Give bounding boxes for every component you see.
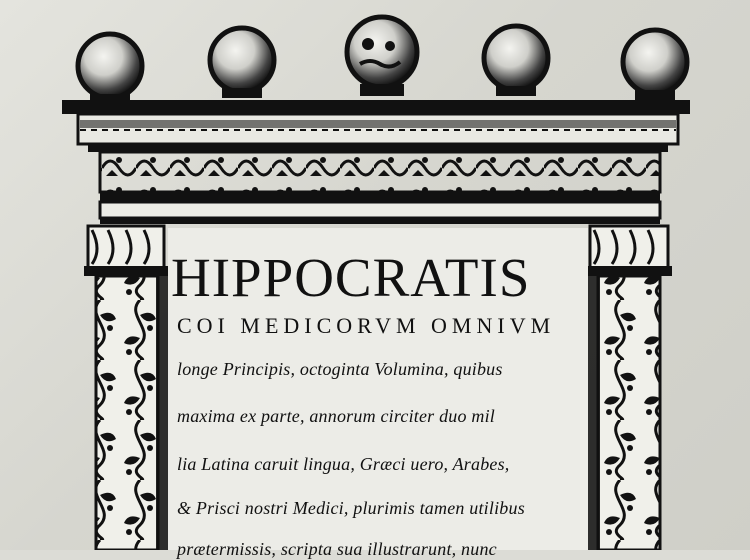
text-line-3: lia Latina caruit lingua, Græci uero, Arabes,: [177, 454, 510, 474]
text-line-4: & Prisci nostri Medici, plurimis tamen utilibus: [177, 498, 525, 518]
orb-4: [484, 26, 548, 90]
page-title: HIPPOCRATIS: [171, 247, 531, 308]
text-line-2: maxima ex parte, annorum circiter duo mil: [177, 406, 495, 426]
left-column: [84, 226, 168, 550]
text-line-1: longe Principis, octoginta Volumina, quibus: [177, 359, 503, 379]
orb-ornaments: [78, 17, 687, 102]
orb-1: [78, 34, 142, 98]
page-subtitle: COI MEDICORVM OMNIVM: [177, 313, 556, 338]
text-line-5: prætermissis, scripta sua illustrarunt, nunc: [177, 539, 497, 559]
orb-5: [623, 30, 687, 94]
entablature: [62, 100, 690, 224]
orb-3: [347, 17, 417, 87]
right-column: [586, 226, 672, 550]
orb-2: [210, 28, 274, 92]
